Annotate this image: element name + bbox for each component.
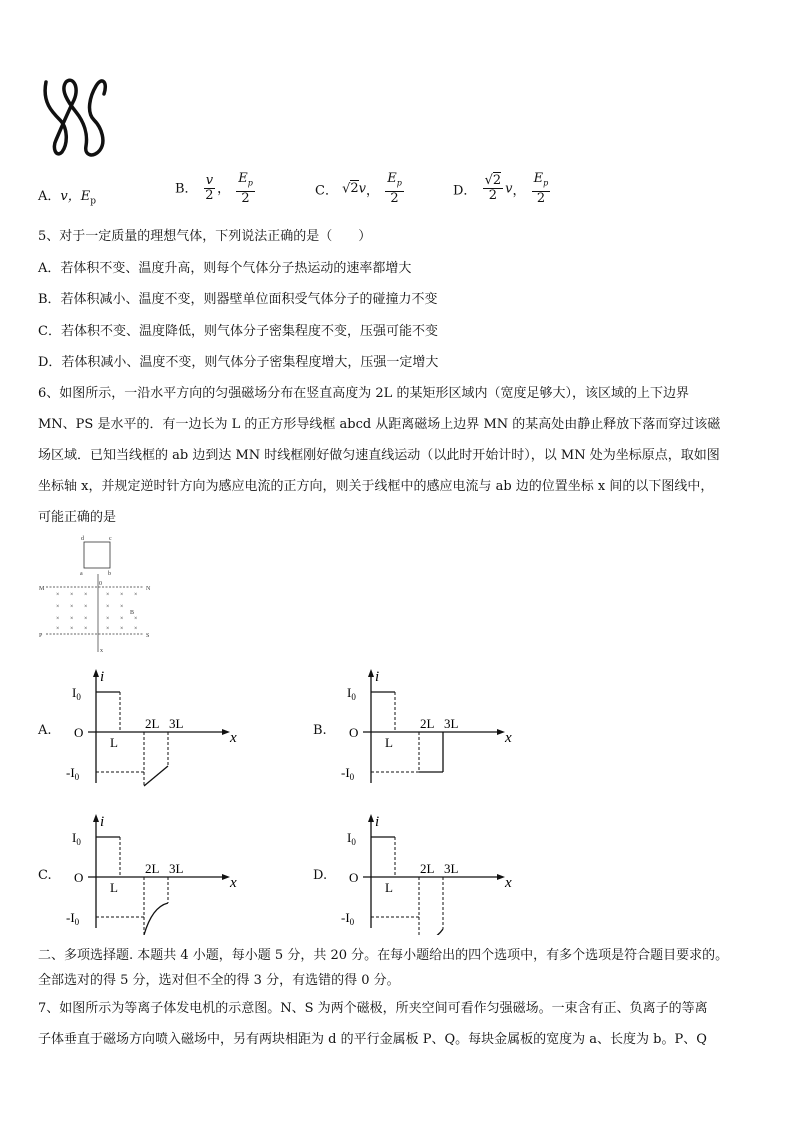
subscript: p	[543, 178, 549, 188]
label-c: c	[109, 536, 112, 542]
separator: ，	[217, 181, 231, 197]
spring-figure	[38, 72, 118, 162]
fraction-root2-over-2: $\frac{√2}{2}$	[484, 173, 502, 204]
variable-v: v	[358, 181, 367, 197]
label-x: x	[100, 648, 103, 654]
q4-option-a	[38, 185, 96, 207]
x-axis-label: x	[505, 730, 512, 746]
origin-label: O	[349, 870, 359, 885]
section2-line-2: 全部选对的得 5 分，选对但不全的得 3 分，有选错的得 0 分。	[38, 973, 400, 988]
label-b-field: B	[130, 610, 135, 616]
field-cross: ×	[106, 616, 110, 622]
q6-stem-line-5: 可能正确的是	[38, 510, 117, 525]
x-axis-label: x	[230, 730, 237, 746]
wire-frame	[84, 542, 110, 568]
i-axis-label: i	[375, 814, 380, 830]
radicand: 2	[492, 173, 502, 189]
field-cross: ×	[106, 604, 110, 610]
origin-label: O	[349, 725, 359, 740]
tick-label-3l: 3L	[169, 716, 184, 731]
field-cross: ×	[120, 592, 124, 598]
option-label: D．	[453, 183, 477, 199]
graph-option-label: B.	[313, 723, 327, 738]
field-cross: ×	[70, 592, 74, 598]
field-cross: ×	[56, 604, 60, 610]
q5-option-d: D．若体积减小、温度不变，则气体分子密集程度增大，压强一定增大	[38, 355, 439, 370]
q6-stem-line-1: 6、如图所示，一沿水平方向的匀强磁场分布在竖直高度为 2L 的某矩形区域内（宽度足够大），该区域的上下边界	[38, 386, 689, 401]
origin-label: O	[74, 725, 84, 740]
option-label: C．	[315, 183, 338, 199]
q6-stem-line-4: 坐标轴 x，并规定逆时针方向为感应电流的正方向，则关于线框中的感应电流与 ab 边的位置坐标 x 间的以下图线中，	[38, 479, 714, 494]
label-m: M	[39, 586, 45, 592]
tick-label-2l: 2L	[145, 716, 160, 731]
sqrt-expression: √2v	[342, 181, 367, 197]
tick-label-2l: 2L	[145, 861, 160, 876]
separator: ，	[366, 183, 380, 199]
section2-line-1: 二、多项选择题. 本题共 4 小题，每小题 5 分，共 20 分。在每小题给出的四个选项中，有多个选项是符合题目要求的。	[38, 948, 729, 963]
neg-i0-label: $-I_0$	[66, 765, 80, 782]
i-axis-arrow	[368, 669, 374, 677]
i-axis-arrow	[93, 669, 99, 677]
tick-label-3l: 3L	[444, 716, 459, 731]
field-cross: ×	[84, 616, 88, 622]
field-cross: ×	[70, 604, 74, 610]
field-cross: ×	[134, 592, 138, 598]
x-axis-arrow	[497, 874, 505, 880]
separator: ，	[512, 183, 526, 199]
tick-label-3l: 3L	[169, 861, 184, 876]
origin-label: O	[74, 870, 84, 885]
subscript: p	[396, 178, 402, 188]
field-cross: ×	[84, 626, 88, 632]
label-p: P	[39, 633, 43, 639]
label-a: a	[80, 571, 83, 577]
fraction-ep-over-2	[532, 172, 551, 206]
q6-stem-line-2: MN、PS 是水平的．有一边长为 L 的正方形导线框 abcd 从距离磁场上边界 MN 的某高处由静止释放下落而穿过该磁	[38, 417, 721, 432]
graph-option-label: C.	[38, 868, 52, 883]
graph-option-label: A.	[38, 723, 52, 738]
q5-option-b: B．若体积减小、温度不变，则器壁单位面积受气体分子的碰撞力不变	[38, 292, 438, 307]
i-axis-label: i	[375, 669, 380, 685]
field-cross: ×	[106, 592, 110, 598]
i0-label: $I_0$	[72, 830, 81, 847]
field-cross: ×	[56, 592, 60, 598]
x-axis-arrow	[222, 729, 230, 735]
tick-label-l: L	[385, 735, 393, 750]
label-d: d	[81, 536, 84, 542]
label-b: b	[108, 571, 111, 577]
graph-option-label: D.	[313, 868, 328, 883]
i-x-graph	[58, 810, 238, 935]
tick-label-2l: 2L	[420, 716, 435, 731]
neg-i0-label: $-I_0$	[341, 910, 355, 927]
field-cross: ×	[70, 626, 74, 632]
denominator: 2	[488, 188, 497, 204]
i-x-graph	[333, 810, 513, 935]
option-subscript: p	[90, 196, 96, 207]
i-axis-arrow	[368, 814, 374, 822]
fraction-v-over-2	[204, 174, 215, 203]
x-axis-label: x	[230, 875, 237, 891]
denominator: 2	[205, 188, 214, 204]
neg-i0-label: $-I_0$	[341, 765, 355, 782]
option-text: v，E	[60, 189, 91, 204]
q7-stem-line-1: 7、如图所示为等离子体发电机的示意图。N、S 为两个磁极，所夹空间可看作匀强磁场。一束含有正、负离子的等离	[38, 1001, 708, 1016]
q7-stem-line-2: 子体垂直于磁场方向喷入磁场中，另有两块相距为 d 的平行金属板 P、Q。每块金属板的宽度为 a、长度为 b。P、Q	[38, 1032, 707, 1047]
i-axis-label: i	[100, 814, 105, 830]
x-axis-arrow	[222, 874, 230, 880]
numerator: E	[238, 171, 248, 186]
tick-label-2l: 2L	[420, 861, 435, 876]
fraction-ep-over-2	[236, 172, 255, 206]
field-cross: ×	[84, 592, 88, 598]
q5-stem: 5、对于一定质量的理想气体，下列说法正确的是（ ）	[38, 229, 372, 244]
radicand: 2	[350, 181, 359, 197]
subscript: p	[247, 178, 253, 188]
field-cross: ×	[106, 626, 110, 632]
i-axis-label: i	[100, 669, 105, 685]
field-cross: ×	[134, 616, 138, 622]
q4-option-b	[175, 172, 257, 206]
fraction-ep-over-2	[385, 172, 404, 206]
negative-current-curve	[144, 903, 168, 935]
tick-label-3l: 3L	[444, 861, 459, 876]
i-axis-arrow	[93, 814, 99, 822]
tick-label-l: L	[110, 880, 118, 895]
magnetic-field-figure	[36, 534, 156, 654]
q5-option-c: C．若体积不变、温度降低，则气体分子密集程度不变，压强可能不变	[38, 324, 438, 339]
numerator: E	[533, 171, 544, 186]
label-n: N	[146, 586, 151, 592]
numerator: v	[205, 173, 214, 189]
variable-v: v	[505, 181, 513, 197]
q4-option-d	[453, 172, 552, 206]
denominator: 2	[241, 190, 250, 206]
option-label: B．	[175, 181, 198, 197]
field-cross: ×	[120, 616, 124, 622]
i-x-graph	[58, 665, 238, 790]
i0-label: $I_0$	[72, 685, 81, 702]
denominator: 2	[536, 190, 546, 206]
q6-stem-line-3: 场区域．已知当线框的 ab 边到达 MN 时线框刚好做匀速直线运动（以此时开始计时），以 MN 处为坐标原点，取如图	[38, 448, 720, 463]
negative-current-segment	[144, 766, 168, 786]
i0-label: $I_0$	[347, 830, 356, 847]
field-cross: ×	[56, 616, 60, 622]
field-cross: ×	[120, 604, 124, 610]
tick-label-l: L	[110, 735, 118, 750]
field-cross: ×	[70, 616, 74, 622]
denominator: 2	[390, 190, 399, 206]
x-axis-label: x	[505, 875, 512, 891]
option-label: A．	[38, 189, 61, 204]
x-axis-arrow	[497, 729, 505, 735]
field-cross: ×	[134, 626, 138, 632]
numerator: E	[387, 171, 397, 186]
i0-label: $I_0$	[347, 685, 356, 702]
negative-current-curve	[419, 929, 443, 935]
label-s: S	[146, 633, 150, 639]
q4-option-c	[315, 172, 406, 206]
q5-option-a: A．若体积不变、温度升高，则每个气体分子热运动的速率都增大	[38, 261, 412, 276]
neg-i0-label: $-I_0$	[66, 910, 80, 927]
field-cross: ×	[56, 626, 60, 632]
i-x-graph	[333, 665, 513, 790]
label-origin: 0	[99, 581, 102, 587]
field-cross: ×	[84, 604, 88, 610]
field-crosses	[56, 592, 137, 632]
tick-label-l: L	[385, 880, 393, 895]
field-cross: ×	[120, 626, 124, 632]
